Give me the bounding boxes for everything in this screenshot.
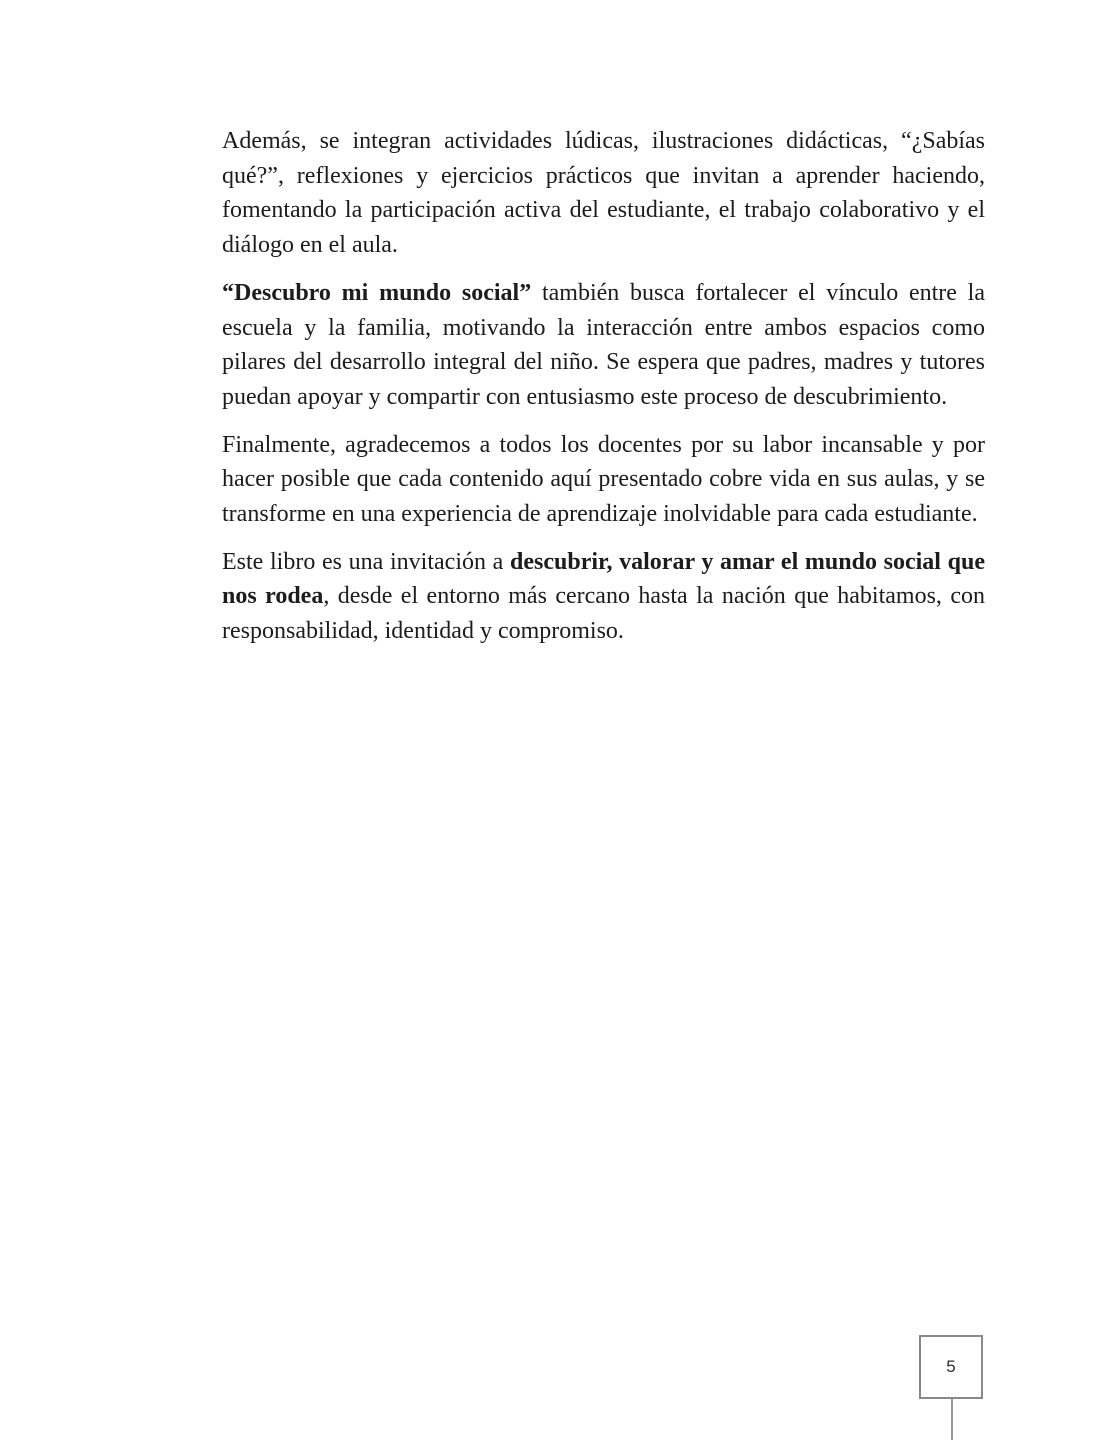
text-segment: , desde el entorno más cercano hasta la nación que habitamos, con responsabilidad, identidad y compromiso.	[222, 583, 985, 645]
page-number-box	[919, 1335, 983, 1399]
paragraph	[222, 545, 985, 649]
text-block	[222, 124, 985, 662]
paragraph	[222, 276, 985, 415]
text-segment: Este libro es una invitación a	[222, 548, 510, 575]
paragraph	[222, 428, 985, 532]
bold-text-segment: descubrir, valorar y amar el mundo social que nos rodea	[222, 548, 985, 610]
page-number: 5	[946, 1357, 956, 1376]
bold-text-segment: “Descubro mi mundo social”	[222, 279, 532, 306]
text-segment: Finalmente, agradecemos a todos los docentes por su labor incansable y por hacer posible que cada contenido aquí presentado cobre vida en sus aulas, y se transforme en una experiencia de aprendizaje inolvidable para cada estudiante.	[222, 431, 985, 528]
paragraph	[222, 124, 985, 263]
text-segment: también busca fortalecer el vínculo entre la escuela y la familia, motivando la interacción entre ambos espacios como pilares del desarrollo integral del niño. Se espera que padres, madres y tutores puedan apoyar y compartir con entusiasmo este proceso de descubrimiento.	[222, 279, 985, 410]
page-number-line	[951, 1399, 953, 1440]
text-segment: Además, se integran actividades lúdicas, ilustraciones didácticas, “¿Sabías qué?”, reflexiones y ejercicios prácticos que invitan a aprender haciendo, fomentando la participación activa del estudiante, el trabajo colaborativo y el diálogo en el aula.	[222, 128, 985, 259]
